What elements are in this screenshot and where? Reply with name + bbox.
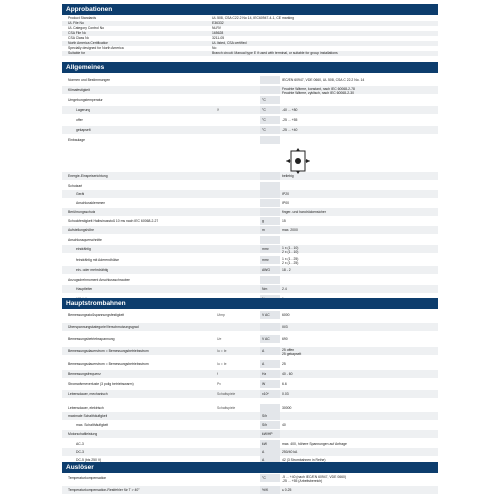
row-symbol: Iu = Ie xyxy=(217,349,227,353)
table-row xyxy=(62,126,438,134)
row-label: North America Certification xyxy=(68,41,109,45)
row-value: NLRV xyxy=(212,26,221,30)
table-row xyxy=(62,440,438,448)
row-value: -40 ... +80 xyxy=(282,108,298,112)
row-value-line: 1 x (1 - 25) xyxy=(282,257,299,261)
row-label: UL File No xyxy=(68,21,84,25)
row-label: feindrähtig mit Aderendhülse xyxy=(76,258,119,262)
unit-cell-bg xyxy=(260,276,280,284)
table-row xyxy=(62,116,438,124)
table-row xyxy=(62,430,438,438)
row-value: -25 ... +40 xyxy=(282,128,298,132)
row-label: offen xyxy=(76,118,84,122)
row-value: 6000 xyxy=(282,313,290,317)
row-label: Bemessungsfrequenz xyxy=(68,372,101,376)
section-header-approvals: Approbationen xyxy=(62,4,438,15)
section-header-general: Allgemeines xyxy=(62,62,438,73)
table-row xyxy=(62,217,438,225)
row-label: Lagerung xyxy=(76,108,91,112)
table-row xyxy=(62,245,438,253)
table-row xyxy=(62,370,438,378)
table-row xyxy=(62,474,438,482)
row-unit: Nm xyxy=(262,287,268,291)
row-label: Bemessungsbetriebsspannung xyxy=(68,337,115,341)
row-value-line: 2 x (1 - 10) xyxy=(282,250,299,254)
table-row xyxy=(62,285,438,293)
table-row xyxy=(62,266,438,274)
row-unit: kW xyxy=(262,442,267,446)
row-label: Motorschaltleistung xyxy=(68,432,98,436)
table-row xyxy=(62,76,438,84)
row-value: IP20 xyxy=(282,192,289,196)
unit-cell-bg xyxy=(260,236,280,244)
table-row xyxy=(62,256,438,264)
row-label: Bemessungsdauerstrom = Bemessungsbetriebsstrom xyxy=(68,362,149,366)
row-label: max. Schalthäufigkeit xyxy=(76,423,109,427)
unit-cell-bg xyxy=(260,199,280,207)
row-unit: °C xyxy=(262,98,266,102)
row-label: Normen und Bestimmungen xyxy=(68,78,111,82)
row-symbol: f xyxy=(217,372,218,376)
row-value: 165628 xyxy=(212,31,224,35)
section-header-trip: Auslöser xyxy=(62,462,438,473)
table-row xyxy=(62,404,438,412)
row-label: Temperaturkompensation-Restfehler für T > 40° xyxy=(68,488,140,492)
row-symbol: Ue xyxy=(217,337,222,341)
row-symbol: Iu = Ie xyxy=(217,362,227,366)
row-label: Schutzart xyxy=(68,184,83,188)
row-value-line: -25 ... +55 (Arbeitsbereich) xyxy=(282,479,323,483)
row-unit: mm² xyxy=(262,247,269,251)
table-row xyxy=(62,323,438,331)
row-unit: kW/HP xyxy=(262,432,273,436)
row-value: UL listed, CSA certified xyxy=(212,41,247,45)
unit-cell-bg xyxy=(260,136,280,144)
row-value xyxy=(282,256,432,265)
unit-cell-bg xyxy=(260,182,280,190)
row-value: E36332 xyxy=(212,21,224,25)
row-symbol: Uimp xyxy=(217,313,225,317)
row-value: 42 (3 Strombahnen in Reihe) xyxy=(282,458,326,462)
unit-cell-bg xyxy=(260,208,280,216)
row-unit: S/h xyxy=(262,423,268,427)
row-value: 18 - 2 xyxy=(282,268,291,272)
table-row xyxy=(62,360,438,368)
row-unit: °C xyxy=(262,476,266,480)
row-value: ≤ 0.25 xyxy=(282,488,292,492)
row-label: Specially designed for North America xyxy=(68,46,124,50)
row-label: Anzugsdrehmoment Anschlussschrauben xyxy=(68,278,131,282)
section-header-main-contacts: Hauptstrombahnen xyxy=(62,298,438,309)
unit-cell-bg xyxy=(260,86,280,94)
row-value: 25 xyxy=(282,362,286,366)
row-unit: A xyxy=(262,349,265,353)
unit-cell-bg xyxy=(260,190,280,198)
row-value: Branch circuit: Manual type E if used with terminal, or suitable for group installations xyxy=(212,51,338,55)
row-value: IP00 xyxy=(282,201,289,205)
datasheet-page xyxy=(62,0,438,500)
row-unit: m xyxy=(262,228,265,232)
row-label: Energie-Einspeiserichtung xyxy=(68,174,108,178)
table-row xyxy=(62,390,438,398)
table-row xyxy=(62,276,438,284)
row-label: UL Category Control No xyxy=(68,26,105,30)
row-label: Suitable for xyxy=(68,51,86,55)
table-row xyxy=(62,182,438,190)
row-value: max. 2000 xyxy=(282,228,298,232)
table-row xyxy=(62,347,438,355)
row-label: Lebensdauer, elektrisch xyxy=(68,406,104,410)
row-value: No xyxy=(212,46,217,50)
unit-cell-bg xyxy=(260,323,280,331)
row-label: Anschlussquerschnitte xyxy=(68,238,102,242)
table-row xyxy=(62,208,438,216)
table-row xyxy=(62,448,438,456)
row-value: 6.6 xyxy=(282,382,287,386)
table-row xyxy=(62,86,438,94)
row-value: 690 xyxy=(282,337,288,341)
row-value-line: Feuchte Wärme, konstant, nach IEC 60068-2-78 xyxy=(282,87,355,91)
table-row xyxy=(62,486,438,494)
row-symbol: ϑ xyxy=(217,108,219,112)
row-value: 40 - 60 xyxy=(282,372,293,376)
row-value: beliebig xyxy=(282,174,294,178)
row-label: Temperaturkompensation xyxy=(68,476,107,480)
row-value: 15 xyxy=(282,219,286,223)
row-label: ein- oder mehrdrähtig xyxy=(76,268,109,272)
row-label: maximale Schalthäufigkeit xyxy=(68,414,108,418)
row-unit: A xyxy=(262,362,265,366)
row-label: Product Standards xyxy=(68,16,97,20)
row-label: AC-3 xyxy=(76,442,84,446)
row-symbol: Pv xyxy=(217,382,221,386)
row-label: Einbaulage xyxy=(68,138,85,142)
row-unit: °C xyxy=(262,128,266,132)
row-unit: %/K xyxy=(262,488,269,492)
table-row xyxy=(62,412,438,420)
table-row xyxy=(62,226,438,234)
row-symbol: Schaltspiele xyxy=(217,392,236,396)
row-label: Klimafestigkeit xyxy=(68,88,90,92)
row-value-line: 1 x (1 - 10) xyxy=(282,246,299,250)
table-row xyxy=(62,172,438,180)
row-label: Stromwärmeverluste (3 polig betriebswarm) xyxy=(68,382,134,386)
row-value-line: 2 x (1 - 25) xyxy=(282,261,299,265)
row-label: Hauptleiter xyxy=(76,287,93,291)
row-value: 2.4 xyxy=(282,287,287,291)
row-label: CSA File No xyxy=(68,31,87,35)
row-unit: S/h xyxy=(262,414,268,418)
table-row xyxy=(62,421,438,429)
row-value: -25 ... +55 xyxy=(282,118,298,122)
table-row xyxy=(62,236,438,244)
row-unit: Hz xyxy=(262,372,267,376)
row-value-line: 25 gekapselt xyxy=(282,352,302,356)
row-value: 250/40 kA xyxy=(282,450,298,454)
row-unit: °C xyxy=(262,108,266,112)
row-value xyxy=(282,86,432,95)
table-row xyxy=(62,311,438,319)
row-value: 3211-05 xyxy=(212,36,225,40)
row-label: DC-5 (bis 250 V) xyxy=(76,458,102,462)
row-label: Bemessungsstoßspannungsfestigkeit xyxy=(68,313,125,317)
table-row xyxy=(62,136,438,144)
table-row xyxy=(62,96,438,104)
row-value xyxy=(282,474,432,483)
row-value: IEC/EN 60947, VDE 0660, UL 508, CSA C 22.2 No. 14 xyxy=(282,78,365,82)
unit-cell-bg xyxy=(260,172,280,180)
row-label: Bemessungsdauerstrom = Bemessungsbetriebsstrom xyxy=(68,349,149,353)
row-unit: V AC xyxy=(262,337,270,341)
table-row xyxy=(62,380,438,388)
row-label: Lebensdauer, mechanisch xyxy=(68,392,108,396)
row-value-line: 25 offen xyxy=(282,348,295,352)
row-value: 0.03 xyxy=(282,392,289,396)
row-label: Anschlussklemmen xyxy=(76,201,106,205)
row-unit: g xyxy=(262,219,264,223)
row-unit: °C xyxy=(262,118,266,122)
row-label: gekapselt xyxy=(76,128,91,132)
unit-cell-bg xyxy=(260,76,280,84)
row-label: DC-3 xyxy=(76,450,84,454)
row-label: CSA Class No xyxy=(68,36,90,40)
row-value: III/3 xyxy=(282,325,288,329)
table-row xyxy=(62,106,438,114)
row-value: 30000 xyxy=(282,406,292,410)
row-label: Aufstellungshöhe xyxy=(68,228,95,232)
row-value: 40 xyxy=(282,423,286,427)
row-unit: A xyxy=(262,450,265,454)
row-value: finger- und handrückensicher xyxy=(282,210,326,214)
table-row xyxy=(62,190,438,198)
row-label: Umgebungstemperatur xyxy=(68,98,103,102)
row-value xyxy=(282,347,432,356)
table-row xyxy=(62,335,438,343)
table-row xyxy=(62,199,438,207)
row-label: Schockfestigkeit Halbsinusstoß 10 ms nach IEC 60068-2-27 xyxy=(68,219,159,223)
mounting-position-diagram xyxy=(284,147,312,175)
row-label: Berührungsschutz xyxy=(68,210,96,214)
row-label: Überspannungskategorie/Verschmutzungsgrad xyxy=(68,325,139,329)
row-unit: A xyxy=(262,458,265,462)
row-unit: mm² xyxy=(262,258,269,262)
row-value: max. 400, höhere Spannungen auf Anfrage xyxy=(282,442,347,446)
row-symbol: Schaltspiele xyxy=(217,406,236,410)
row-value-line: Feuchte Wärme, zyklisch, nach IEC 60068-2-30 xyxy=(282,91,354,95)
row-value xyxy=(282,245,432,254)
row-unit: W xyxy=(262,382,266,386)
row-unit: V AC xyxy=(262,313,270,317)
row-value: UL 508, CSA C22.2 No 14, IEC60947-4-1, CE marking xyxy=(212,16,295,20)
row-unit: x10⁶ xyxy=(262,392,269,396)
row-label: Gerät xyxy=(76,192,85,196)
row-value-line: -5 ... +40 (nach IEC/EN 60947, VDE 0660) xyxy=(282,475,346,479)
table-row xyxy=(62,51,438,56)
row-unit: AWG xyxy=(262,268,270,272)
unit-cell-bg xyxy=(260,404,280,412)
row-label: eindrähtig xyxy=(76,247,91,251)
